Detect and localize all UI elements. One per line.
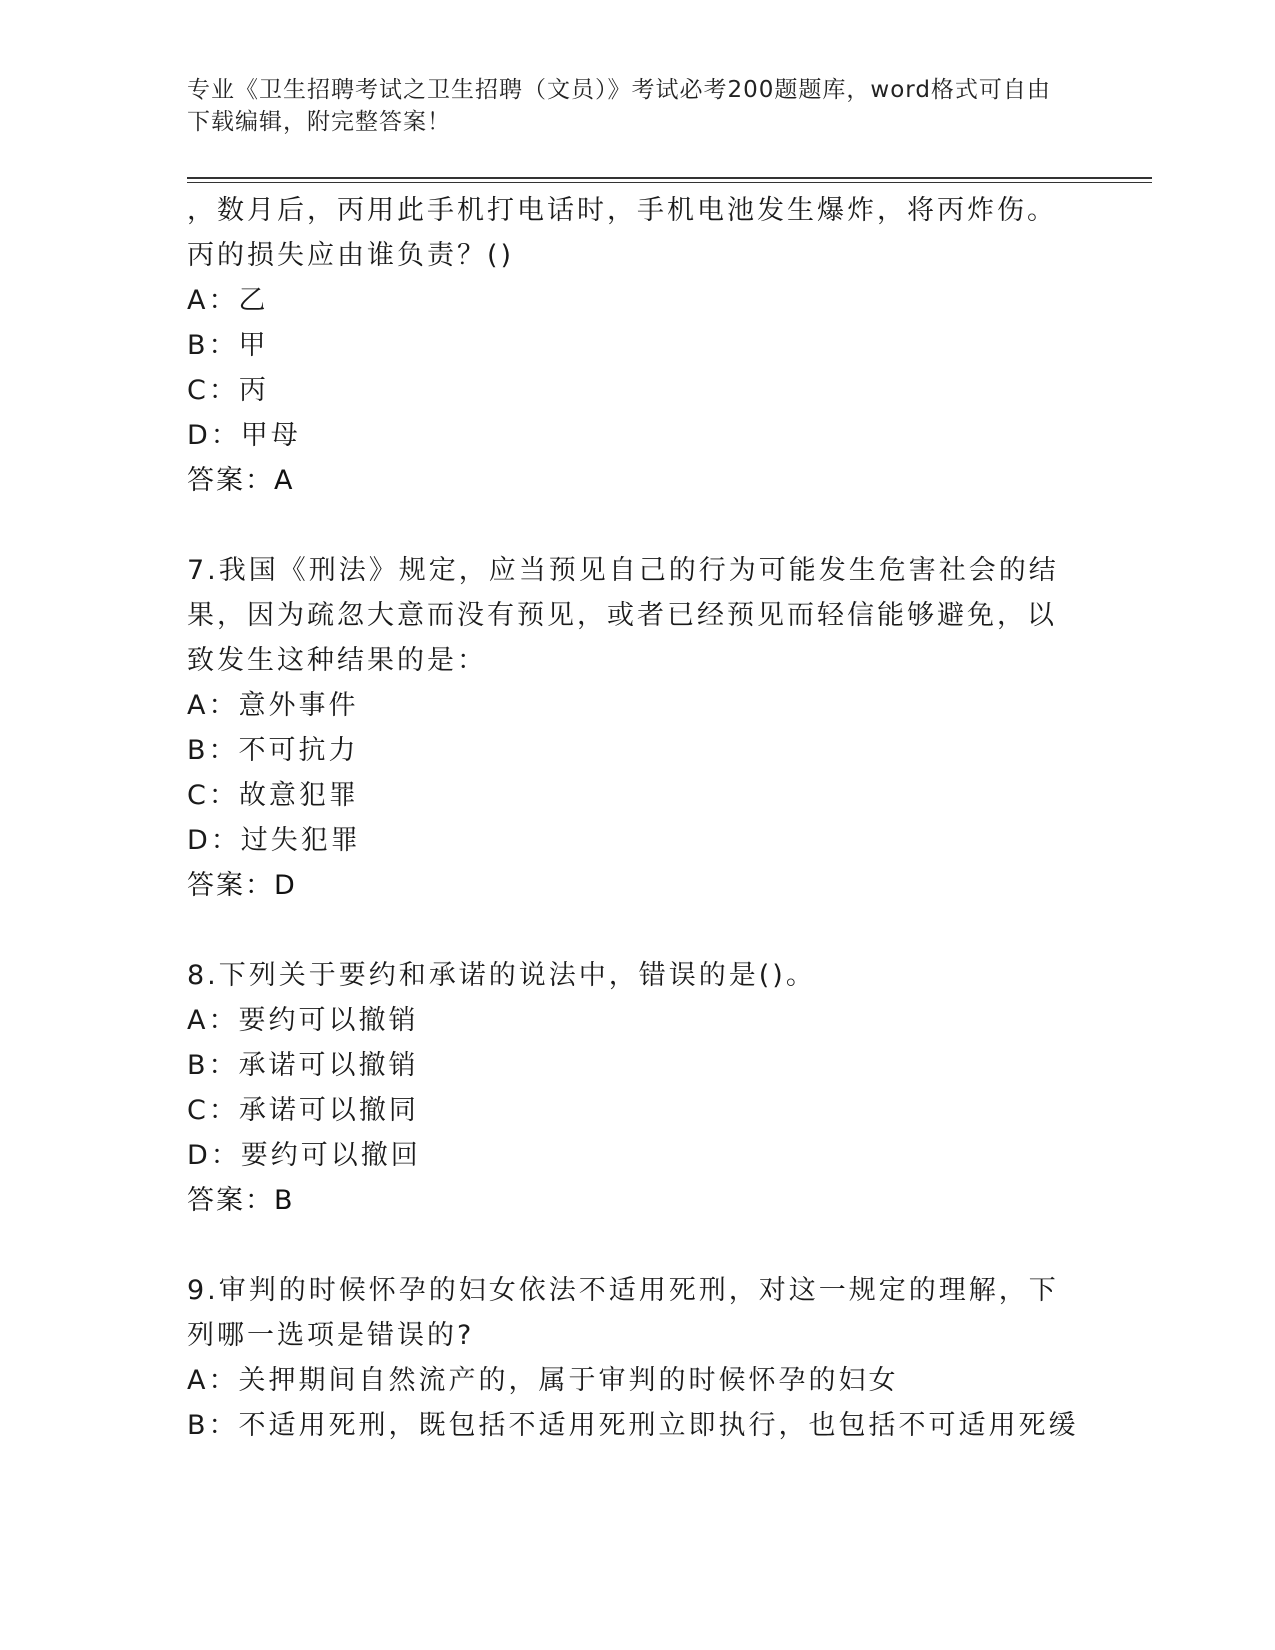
answer-line: 答案：A (187, 465, 295, 496)
option-b: B：不可抗力 (187, 735, 359, 766)
question-text: 9.审判的时候怀孕的妇女依法不适用死刑，对这一规定的理解，下列哪一选项是错误的? (187, 1275, 1059, 1351)
option-d: D：甲母 (187, 420, 301, 451)
header-divider-thick (187, 177, 1152, 179)
spacer (187, 1223, 1067, 1268)
document-header: 专业《卫生招聘考试之卫生招聘（文员）》考试必考200题题库，word格式可自由下载编辑，附完整答案！ (187, 77, 1051, 135)
question-block (187, 1268, 1079, 1448)
question-list (187, 188, 1079, 1448)
question-block (187, 548, 1067, 908)
answer-line: 答案：D (187, 870, 297, 901)
question-text: ，数月后，丙用此手机打电话时，手机电池发生爆炸，将丙炸伤。丙的损失应由谁负责？() (187, 195, 1057, 271)
header-divider-thin (187, 182, 1152, 183)
option-b: B：甲 (187, 330, 269, 361)
spacer (187, 503, 1067, 548)
option-a: A：要约可以撤销 (187, 1005, 419, 1036)
question-text: 8.下列关于要约和承诺的说法中，错误的是()。 (187, 960, 816, 991)
option-c: C：承诺可以撤同 (187, 1095, 419, 1126)
question-text: 7.我国《刑法》规定，应当预见自己的行为可能发生危害社会的结果，因为疏忽大意而没有预见，或者已经预见而轻信能够避免，以致发生这种结果的是： (187, 555, 1059, 676)
spacer (187, 908, 1067, 953)
option-d: D：过失犯罪 (187, 825, 361, 856)
option-a: A：关押期间自然流产的，属于审判的时候怀孕的妇女 (187, 1365, 899, 1396)
option-d: D：要约可以撤回 (187, 1140, 421, 1171)
option-c: C：丙 (187, 375, 269, 406)
question-block (187, 953, 1067, 1223)
option-a: A：意外事件 (187, 690, 359, 721)
answer-line: 答案：B (187, 1185, 295, 1216)
option-a: A：乙 (187, 285, 269, 316)
option-c: C：故意犯罪 (187, 780, 359, 811)
question-block (187, 188, 1067, 503)
option-b: B：不适用死刑，既包括不适用死刑立即执行，也包括不可适用死缓 (187, 1410, 1079, 1441)
option-b: B：承诺可以撤销 (187, 1050, 419, 1081)
